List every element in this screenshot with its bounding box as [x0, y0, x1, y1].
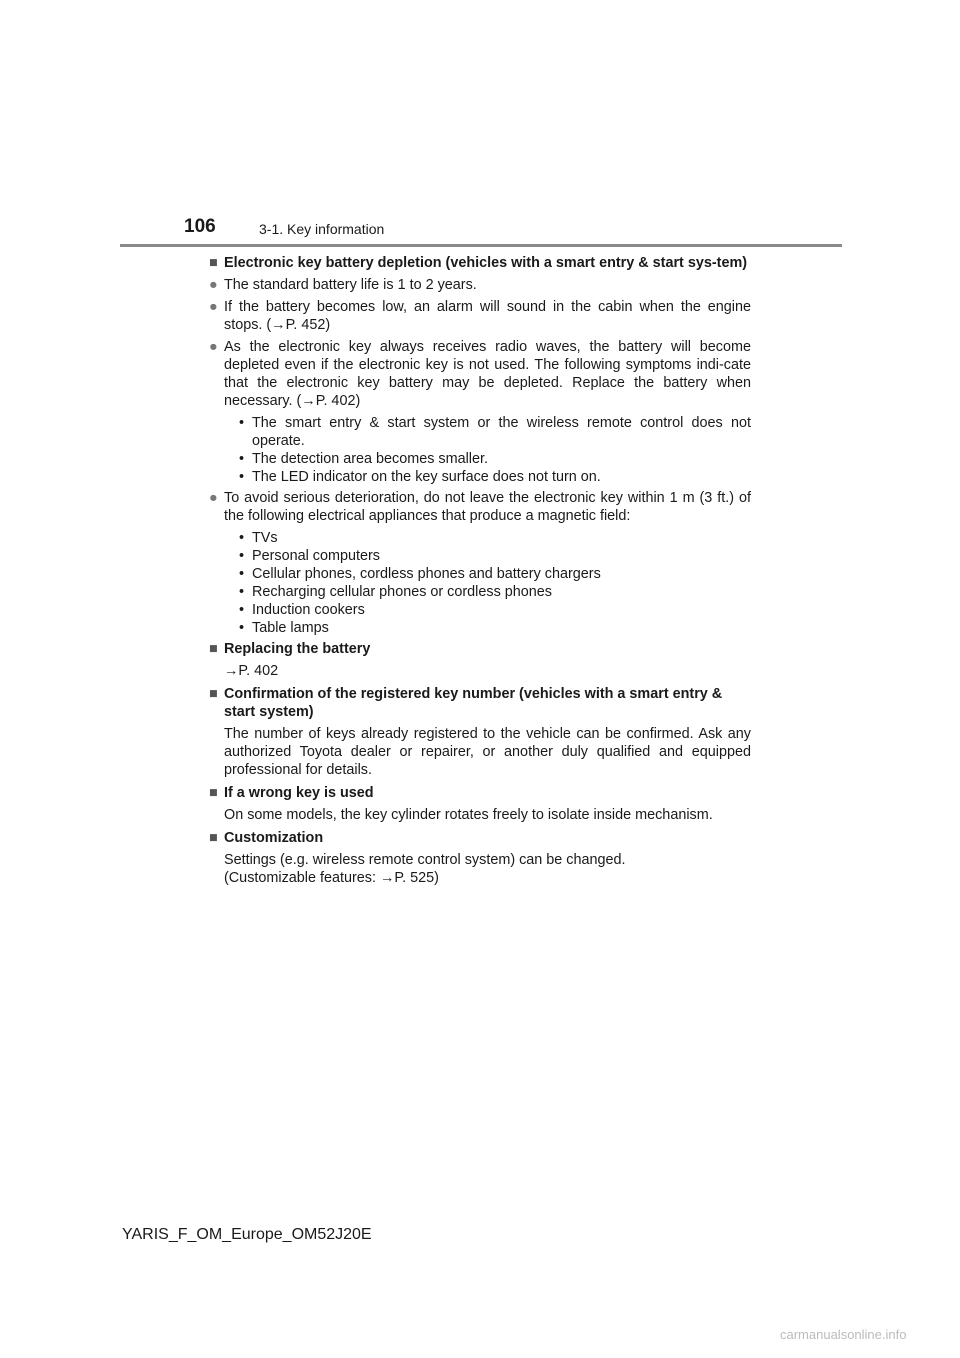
list-item-text: Induction cookers — [252, 602, 365, 618]
heading-wrong-key — [209, 784, 751, 802]
circle-bullet-icon: ● — [209, 277, 218, 293]
page-reference-link[interactable]: →P. 402 — [224, 663, 279, 679]
dot-bullet-icon: • — [239, 451, 245, 467]
list-item-text: Personal computers — [252, 548, 380, 564]
heading-text: Customization — [224, 830, 324, 846]
square-bullet-icon: ■ — [209, 830, 218, 846]
list-item — [239, 601, 751, 619]
bullet-text: To avoid serious deterioration, do not leave the electronic key within 1 m (3 ft.) of the following electrical appliances that produce a magnetic field: — [224, 490, 751, 524]
list-item — [239, 583, 751, 601]
heading-registered-key-number — [209, 685, 751, 721]
heading-customization — [209, 829, 751, 847]
list-item-text: The LED indicator on the key surface does not turn on. — [252, 469, 601, 485]
list-item — [239, 414, 751, 450]
bullet-item — [209, 298, 751, 334]
circle-bullet-icon: ● — [209, 339, 218, 355]
page-reference-link[interactable]: (Customizable features: →P. 525) — [224, 870, 439, 886]
list-item — [239, 619, 751, 637]
document-id: YARIS_F_OM_Europe_OM52J20E — [122, 1226, 372, 1243]
list-item — [239, 450, 751, 468]
list-item-text: The smart entry & start system or the wireless remote control does not operate. — [252, 415, 751, 449]
list-item — [239, 468, 751, 486]
bullet-text: As the electronic key always receives radio waves, the battery will become depleted even if the electronic key is not used. The following symptoms indi-cate that the electronic key battery may be depleted. Replace the battery when necessary. (→P. 402) — [224, 339, 751, 409]
heading-text: Confirmation of the registered key number (vehicles with a smart entry & start system) — [224, 686, 723, 720]
dot-bullet-icon: • — [239, 415, 245, 431]
symptom-list — [239, 414, 751, 486]
section-title: 3-1. Key information — [259, 221, 385, 237]
appliance-list — [239, 529, 751, 637]
dot-bullet-icon: • — [239, 620, 245, 636]
paragraph: On some models, the key cylinder rotates freely to isolate inside mechanism. — [224, 807, 713, 823]
paragraph: Settings (e.g. wireless remote control system) can be changed. — [224, 852, 626, 868]
heading-text: If a wrong key is used — [224, 785, 374, 801]
square-bullet-icon: ■ — [209, 255, 218, 271]
heading-text: Electronic key battery depletion (vehicles with a smart entry & start sys-tem) — [224, 255, 748, 271]
list-item-text: TVs — [252, 530, 278, 546]
paragraph: The number of keys already registered to the vehicle can be confirmed. Ask any authorized Toyota dealer or repairer, or another duly qualified and equipped professional for details. — [224, 726, 751, 778]
dot-bullet-icon: • — [239, 584, 245, 600]
heading-replacing-battery — [209, 640, 751, 658]
circle-bullet-icon: ● — [209, 490, 218, 506]
header-divider — [120, 244, 842, 247]
square-bullet-icon: ■ — [209, 785, 218, 801]
dot-bullet-icon: • — [239, 548, 245, 564]
watermark: carmanualsonline.info — [780, 1327, 907, 1342]
square-bullet-icon: ■ — [209, 686, 218, 702]
dot-bullet-icon: • — [239, 566, 245, 582]
dot-bullet-icon: • — [239, 469, 245, 485]
list-item — [239, 547, 751, 565]
square-bullet-icon: ■ — [209, 641, 218, 657]
bullet-text: If the battery becomes low, an alarm will sound in the cabin when the engine stops. (→P. 452) — [224, 299, 751, 333]
list-item-text: Cellular phones, cordless phones and battery chargers — [252, 566, 601, 582]
dot-bullet-icon: • — [239, 602, 245, 618]
list-item-text: The detection area becomes smaller. — [252, 451, 488, 467]
page-number: 106 — [184, 216, 216, 237]
list-item-text: Recharging cellular phones or cordless phones — [252, 584, 552, 600]
page-content — [209, 254, 751, 891]
circle-bullet-icon: ● — [209, 299, 218, 315]
list-item-text: Table lamps — [252, 620, 329, 636]
dot-bullet-icon: • — [239, 530, 245, 546]
bullet-text: The standard battery life is 1 to 2 years. — [224, 277, 477, 293]
heading-battery-depletion — [209, 254, 751, 272]
bullet-item — [209, 489, 751, 525]
heading-text: Replacing the battery — [224, 641, 371, 657]
list-item — [239, 529, 751, 547]
bullet-item — [209, 338, 751, 410]
bullet-item — [209, 276, 751, 294]
list-item — [239, 565, 751, 583]
